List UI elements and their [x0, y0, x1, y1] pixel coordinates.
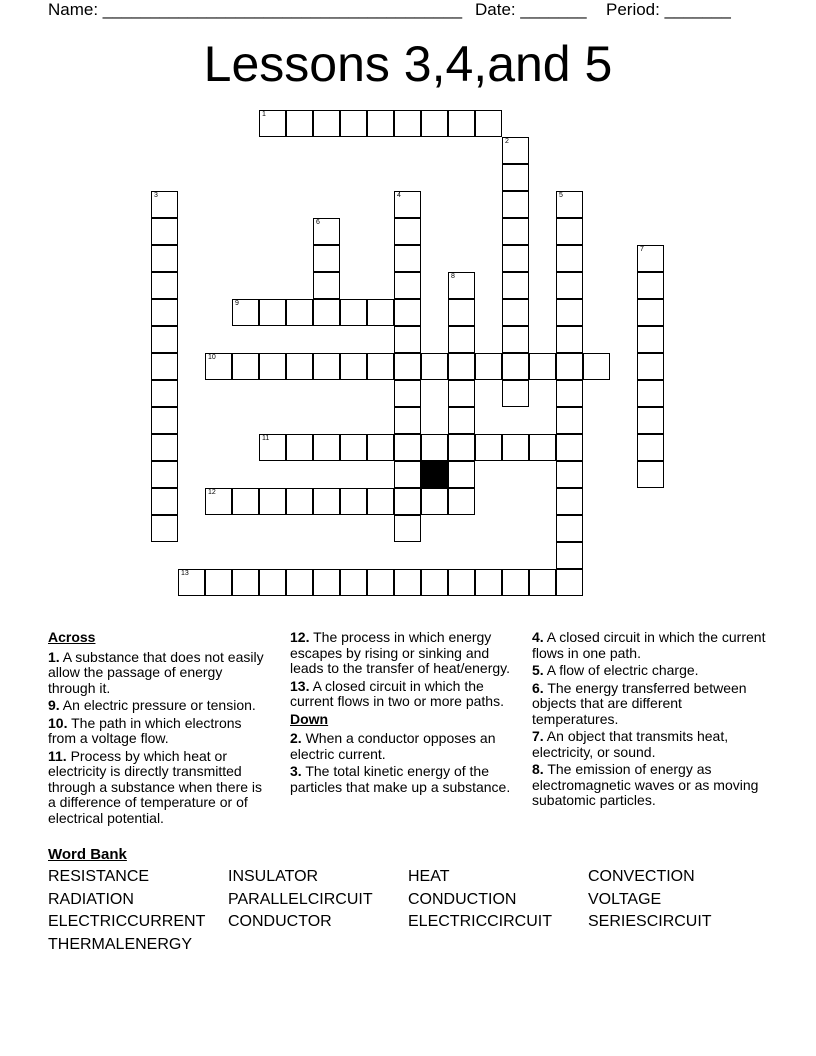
grid-cell[interactable] [556, 461, 583, 488]
date-field[interactable]: Date: _______ [475, 0, 587, 19]
grid-cell[interactable] [394, 245, 421, 272]
clue-number: 8 [451, 273, 455, 280]
grid-cell[interactable] [367, 569, 394, 596]
clue-item: 3. The total kinetic energy of the particles that make up a substance. [290, 763, 511, 795]
clue-item: 9. An electric pressure or tension. [48, 697, 256, 713]
word-bank-item: SERIESCIRCUIT [588, 913, 712, 930]
clue-item: 11. Process by which heat or electricity is directly transmitted through a substance when there is a difference of temperature or of electrical potential. [48, 747, 263, 826]
grid-cell[interactable] [286, 353, 313, 380]
clue-item: 8. The emission of energy as electromagnetic waves or as moving subatomic particles. [532, 761, 759, 808]
grid-cell[interactable] [394, 380, 421, 407]
grid-cell[interactable] [286, 110, 313, 137]
clue-column-3 [532, 630, 767, 811]
grid-cell[interactable] [556, 569, 583, 596]
grid-cell[interactable] [448, 380, 475, 407]
grid-cell[interactable] [394, 488, 421, 515]
grid-cell[interactable] [502, 137, 529, 164]
clue-item: 4. A closed circuit in which the current flows in one path. [532, 629, 766, 661]
grid-cell[interactable] [448, 461, 475, 488]
clue-number: 6 [316, 219, 320, 226]
grid-cell[interactable] [313, 272, 340, 299]
clue-number: 7 [640, 246, 644, 253]
grid-cell[interactable] [448, 326, 475, 353]
clue-column-2 [290, 630, 515, 797]
grid-cell[interactable] [502, 245, 529, 272]
grid-cell[interactable] [232, 569, 259, 596]
grid-cell[interactable] [475, 569, 502, 596]
page-title: Lessons 3,4,and 5 [203, 36, 613, 92]
word-bank-title: Word Bank [48, 846, 127, 863]
grid-cell[interactable] [475, 353, 502, 380]
grid-cell[interactable] [313, 488, 340, 515]
word-bank-item: RADIATION [48, 890, 134, 908]
grid-cell[interactable] [556, 434, 583, 461]
clue-number-label: 10. [48, 714, 68, 731]
grid-cell[interactable] [448, 407, 475, 434]
grid-cell[interactable] [421, 110, 448, 137]
grid-cell[interactable] [151, 461, 178, 488]
clue-item: 12. The process in which energy escapes by rising or sinking and leads to the transfer of heat/energy. [290, 629, 510, 676]
grid-cell[interactable] [475, 110, 502, 137]
word-bank-item: CONDUCTOR [228, 913, 332, 930]
grid-cell[interactable] [637, 380, 664, 407]
grid-cell[interactable] [313, 353, 340, 380]
grid-cell[interactable] [340, 434, 367, 461]
clue-number: 11 [262, 435, 270, 442]
grid-cell[interactable] [556, 191, 583, 218]
grid-cell[interactable] [448, 569, 475, 596]
grid-cell[interactable] [421, 353, 448, 380]
grid-cell[interactable] [286, 434, 313, 461]
grid-cell[interactable] [151, 515, 178, 542]
grid-cell[interactable] [394, 569, 421, 596]
grid-cell[interactable] [529, 434, 556, 461]
word-bank-item: ELECTRICCURRENT [48, 913, 206, 930]
grid-cell[interactable] [502, 164, 529, 191]
grid-cell[interactable] [556, 407, 583, 434]
grid-cell[interactable] [151, 407, 178, 434]
grid-cell[interactable] [448, 110, 475, 137]
grid-cell[interactable] [367, 488, 394, 515]
word-bank-item: CONDUCTION [408, 890, 517, 908]
grid-cell[interactable] [502, 191, 529, 218]
grid-cell[interactable] [421, 434, 448, 461]
grid-cell[interactable] [340, 353, 367, 380]
grid-cell[interactable] [502, 353, 529, 380]
word-bank-item: THERMALENERGY [48, 935, 193, 953]
clue-number-label: 6. [532, 679, 544, 696]
word-bank-item: ELECTRICCIRCUIT [408, 913, 553, 930]
grid-cell[interactable] [286, 299, 313, 326]
grid-cell[interactable] [313, 569, 340, 596]
grid-cell[interactable] [394, 326, 421, 353]
clue-number-label: 8. [532, 761, 544, 777]
grid-cell[interactable] [151, 218, 178, 245]
grid-cell[interactable] [259, 569, 286, 596]
grid-cell[interactable] [367, 110, 394, 137]
grid-cell[interactable] [448, 353, 475, 380]
grid-cell[interactable] [394, 353, 421, 380]
clue-number-label: 12. [290, 629, 310, 645]
grid-cell[interactable] [556, 380, 583, 407]
clue-number-label: 2. [290, 730, 302, 746]
across-heading: Across [48, 629, 96, 645]
grid-cell[interactable] [151, 245, 178, 272]
name-field[interactable]: Name: ______________________________________ [48, 0, 463, 19]
grid-cell[interactable] [556, 299, 583, 326]
grid-cell[interactable] [529, 569, 556, 596]
clue-number-label: 4. [532, 629, 544, 645]
grid-cell[interactable] [529, 353, 556, 380]
grid-cell[interactable] [313, 245, 340, 272]
grid-cell[interactable] [232, 488, 259, 515]
grid-cell[interactable] [394, 110, 421, 137]
grid-cell[interactable] [313, 218, 340, 245]
clue-number-label: 13. [290, 677, 310, 694]
grid-cell[interactable] [448, 299, 475, 326]
grid-cell[interactable] [205, 353, 232, 380]
grid-cell[interactable] [340, 488, 367, 515]
grid-cell[interactable] [637, 434, 664, 461]
grid-cell[interactable] [637, 407, 664, 434]
grid-cell[interactable] [448, 272, 475, 299]
grid-cell[interactable] [502, 326, 529, 353]
grid-cell[interactable] [556, 353, 583, 380]
grid-cell[interactable] [340, 299, 367, 326]
grid-cell[interactable] [232, 299, 259, 326]
grid-cell[interactable] [394, 272, 421, 299]
clue-number: 12 [208, 489, 216, 496]
word-bank-item: RESISTANCE [48, 868, 150, 885]
grid-cell[interactable] [151, 299, 178, 326]
clue-item: 7. An object that transmits heat, electricity, or sound. [532, 728, 729, 760]
grid-cell[interactable] [502, 218, 529, 245]
grid-cell[interactable] [151, 272, 178, 299]
grid-cell[interactable] [313, 434, 340, 461]
clue-number-label: 1. [48, 648, 60, 665]
grid-cell[interactable] [178, 569, 205, 596]
grid-cell[interactable] [556, 326, 583, 353]
grid-cell[interactable] [502, 299, 529, 326]
grid-cell[interactable] [502, 380, 529, 407]
word-bank-item: VOLTAGE [588, 890, 662, 908]
clue-item: 6. The energy transferred between objects that are different temperatures. [532, 679, 747, 727]
grid-cell[interactable] [205, 569, 232, 596]
grid-cell[interactable] [421, 569, 448, 596]
grid-cell[interactable] [421, 488, 448, 515]
grid-cell[interactable] [367, 299, 394, 326]
grid-cell[interactable] [232, 353, 259, 380]
grid-cell[interactable] [583, 353, 610, 380]
grid-cell[interactable] [394, 461, 421, 488]
grid-cell[interactable] [151, 488, 178, 515]
grid-cell[interactable] [394, 407, 421, 434]
grid-cell[interactable] [259, 488, 286, 515]
grid-cell[interactable] [151, 353, 178, 380]
grid-cell[interactable] [502, 569, 529, 596]
grid-cell[interactable] [637, 353, 664, 380]
clue-item: 10. The path in which electrons from a voltage flow. [48, 714, 242, 746]
grid-cell[interactable] [313, 110, 340, 137]
grid-cell[interactable] [556, 272, 583, 299]
grid-cell[interactable] [340, 569, 367, 596]
word-bank-item: PARALLELCIRCUIT [228, 890, 373, 908]
grid-cell[interactable] [556, 515, 583, 542]
grid-cell[interactable] [151, 191, 178, 218]
grid-cell[interactable] [637, 245, 664, 272]
grid-cell[interactable] [394, 191, 421, 218]
grid-cell[interactable] [556, 245, 583, 272]
grid-cell[interactable] [259, 353, 286, 380]
grid-cell[interactable] [556, 542, 583, 569]
clue-number: 4 [397, 192, 401, 199]
grid-cell[interactable] [637, 299, 664, 326]
clue-item: 2. When a conductor opposes an electric current. [290, 730, 496, 762]
grid-cell[interactable] [259, 110, 286, 137]
grid-cell[interactable] [340, 110, 367, 137]
grid-cell[interactable] [259, 434, 286, 461]
grid-cell[interactable] [151, 434, 178, 461]
grid-cell[interactable] [637, 461, 664, 488]
grid-cell[interactable] [502, 434, 529, 461]
grid-cell[interactable] [556, 218, 583, 245]
grid-cell[interactable] [448, 488, 475, 515]
grid-cell[interactable] [475, 434, 502, 461]
grid-cell[interactable] [286, 488, 313, 515]
grid-cell[interactable] [556, 488, 583, 515]
grid-cell[interactable] [259, 299, 286, 326]
clue-number-label: 3. [290, 763, 302, 779]
clue-number-label: 5. [532, 662, 544, 678]
grid-cell[interactable] [394, 434, 421, 461]
clue-number: 10 [208, 354, 216, 361]
grid-cell[interactable] [502, 272, 529, 299]
grid-cell[interactable] [394, 515, 421, 542]
down-heading: Down [290, 710, 329, 727]
black-cell [421, 461, 448, 488]
clue-number-label: 9. [48, 697, 60, 713]
period-field[interactable]: Period: _______ [606, 0, 731, 19]
grid-cell[interactable] [205, 488, 232, 515]
clue-number: 3 [154, 192, 158, 199]
grid-cell[interactable] [151, 380, 178, 407]
grid-cell[interactable] [394, 299, 421, 326]
clue-number: 13 [181, 570, 189, 577]
clue-number-label: 7. [532, 728, 544, 744]
clue-number: 1 [262, 111, 266, 118]
grid-cell[interactable] [286, 569, 313, 596]
grid-cell[interactable] [637, 272, 664, 299]
clue-column-1 [48, 630, 273, 828]
grid-cell[interactable] [367, 434, 394, 461]
grid-cell[interactable] [151, 326, 178, 353]
grid-cell[interactable] [637, 326, 664, 353]
clue-item: 13. A closed circuit in which the current flows in two or more paths. [290, 677, 504, 709]
clue-number-label: 11. [48, 747, 67, 764]
grid-cell[interactable] [313, 299, 340, 326]
grid-cell[interactable] [448, 434, 475, 461]
word-bank-item: CONVECTION [588, 868, 695, 885]
clue-item: 5. A flow of electric charge. [532, 662, 699, 678]
word-bank-item: HEAT [408, 868, 450, 885]
clue-number: 9 [235, 300, 239, 307]
grid-cell[interactable] [394, 218, 421, 245]
clue-number: 5 [559, 192, 563, 199]
word-bank-item: INSULATOR [228, 868, 319, 885]
clue-number: 2 [505, 138, 509, 145]
grid-cell[interactable] [367, 353, 394, 380]
clue-item: 1. A substance that does not easily allow the passage of energy through it. [48, 648, 264, 696]
